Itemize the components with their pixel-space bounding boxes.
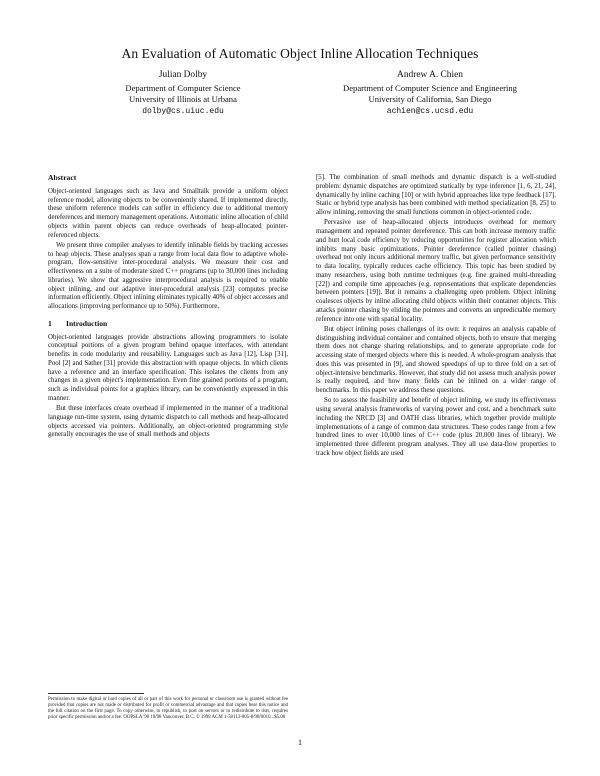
copyright-footnote — [48, 693, 288, 721]
body-paragraph: [5]. The combination of small methods and dynamic dispatch is a well-studied problem: dynamic dispatches are optimized statically by type inference [1, 6, 21, 24], dynamically by inline caching [10] or with hybrid approaches like type feedback [17]. Static or hybrid type analysis has been combined with method specialization [8, 25] to allow inlining, removing the small functions common in object-oriented code. — [316, 174, 556, 216]
body-paragraph: But these interfaces create overhead if implemented in the manner of a traditional language run-time system, using dynamic dispatch to call methods and heap-allocated objects accessed via pointers. Additionally, an object-oriented programming style generally encourages the use of small methods and objects — [48, 405, 288, 439]
footnote-text: Permission to make digital or hard copies of all or part of this work for personal or classroom use is granted without fee provided that copies are not made or distributed for profit or commercial advantage and that copies bear this notice and the full citation on the first page. To copy otherwise, to republish, to post on servers or to redistribute to lists, requires prior specific permission and/or a fee. OOPSLA '98 10/98 Vancouver, B.C. © 1998 ACM 1-58113-005-8/98/0010...$5.00 — [48, 697, 288, 721]
author-name: Andrew A. Chien — [397, 70, 463, 80]
paper-title: An Evaluation of Automatic Object Inline Allocation Techniques — [121, 46, 479, 61]
footnote-rule — [48, 693, 144, 694]
body-paragraph: But object inlining poses challenges of its own: it requires an analysis capable of distinguishing individual container and contained objects, both to ensure that merging them does not change sharing relationships, and to generate appropriate code for accessing state of merged objects where this is needed. A whole-program analysis that does this was presented in [9], and showed speedups of up to three fold on a set of object-intensive benchmarks. However, that study did not assess much analysis power is really required, and how many fields can be inlined on a wider range of benchmarks. In this paper we address these questions. — [316, 325, 556, 394]
author-email[interactable]: dolby@cs.uiuc.edu — [142, 106, 224, 116]
author-block-1 — [78, 70, 288, 117]
body-paragraph: So to assess the feasibility and benefit of object inlining, we study its effectiveness using several analysis frameworks of varying power and cost, and a benchmark suite including the NRCD [3] and OATH class libraries, which together provide multiple implementations of a range of common data structures. These codes range from a few hundred lines to over 10,000 lines of C++ code (plus 20,000 lines of library). We implemented three different program analyses. They all use data-flow properties to track how object fields are used — [316, 397, 556, 457]
abstract-paragraph: Object-oriented languages such as Java and Smalltalk provide a uniform object reference model, allowing objects to be conveniently shared. If implemented directly, these uniform reference models can suffer in efficiency due to additional memory dereferences and memory management operations. Automatic inline allocation of child objects within parent objects can reduce overheads of heap-allocated pointer-referenced objects. — [48, 187, 288, 239]
author-department: Department of Computer Science and Engineering — [343, 82, 517, 93]
author-block-2 — [300, 70, 560, 117]
author-name: Julian Dolby — [158, 70, 208, 80]
author-institution: University of California, San Diego — [368, 94, 492, 104]
page-number: 1 — [298, 738, 302, 747]
author-email[interactable]: achien@cs.ucsd.edu — [386, 106, 474, 116]
left-column — [48, 174, 288, 694]
right-column — [316, 174, 556, 714]
abstract-paragraph: We present three compiler analyses to identify inlinable fields by tracking accesses to heap objects. These analyses span a range from local data flow to adaptive whole-program, flow-sensitive inter-procedural analysis. We measure their cost and effectiveness on a suite of moderate sized C++ programs (up to 30,000 lines including libraries). We show that aggressive interprocedural analysis is required to enable object inlining, and our adaptive inter-procedural analysis [23] computes precise information efficiently. Object inlining eliminates typically 40% of object accesses and allocations (improving performance up to 50%). Furthermore, — [48, 241, 288, 310]
section-title: Introduction — [66, 318, 108, 328]
section-number: 1 — [48, 318, 52, 328]
body-paragraph: Pervasive use of heap-allocated objects introduces overhead for memory management and repeated pointer dereference. This can both increase memory traffic and hurt local code efficiency by reducing opportunities for register allocation which inhibits many basic optimizations. Pointer dereference (called pointer chasing) overhead not only incurs additional memory traffic, but given performance sensitivity to data locality, typically reduces cache efficiency. This topic has been studied by many researchers, using both runtime techniques (e.g. fine grained multi-threading [22]) and compile time approaches (e.g. representations that explicate dependencies between pointers [19]). But it remains a challenging open problem. Object inlining coalesces objects by inline allocating child objects within their container objects. This attacks pointer chasing by eliding the pointers and converts an unpredictable memory reference into one with spatial locality. — [316, 219, 556, 323]
abstract-heading: Abstract — [48, 173, 77, 182]
author-institution: University of Illinois at Urbana — [129, 94, 237, 104]
body-paragraph: Object-oriented languages provide abstractions allowing programmers to isolate conceptual portions of a given program behind opaque interfaces, with attendant benefits in code modularity and reusability. Languages such as Java [12], Lisp [31], Pool [2] and Sather [31] provide this abstraction with opaque objects. In which clients have a reference and an interface specification. This isolates the clients from any changes in a given object's implementation. Even fine grained portions of a program, such as individual points for a graphics library, can be conveniently expressed in this manner. — [48, 333, 288, 402]
section-heading — [48, 320, 288, 329]
author-department: Department of Computer Science — [125, 82, 241, 93]
